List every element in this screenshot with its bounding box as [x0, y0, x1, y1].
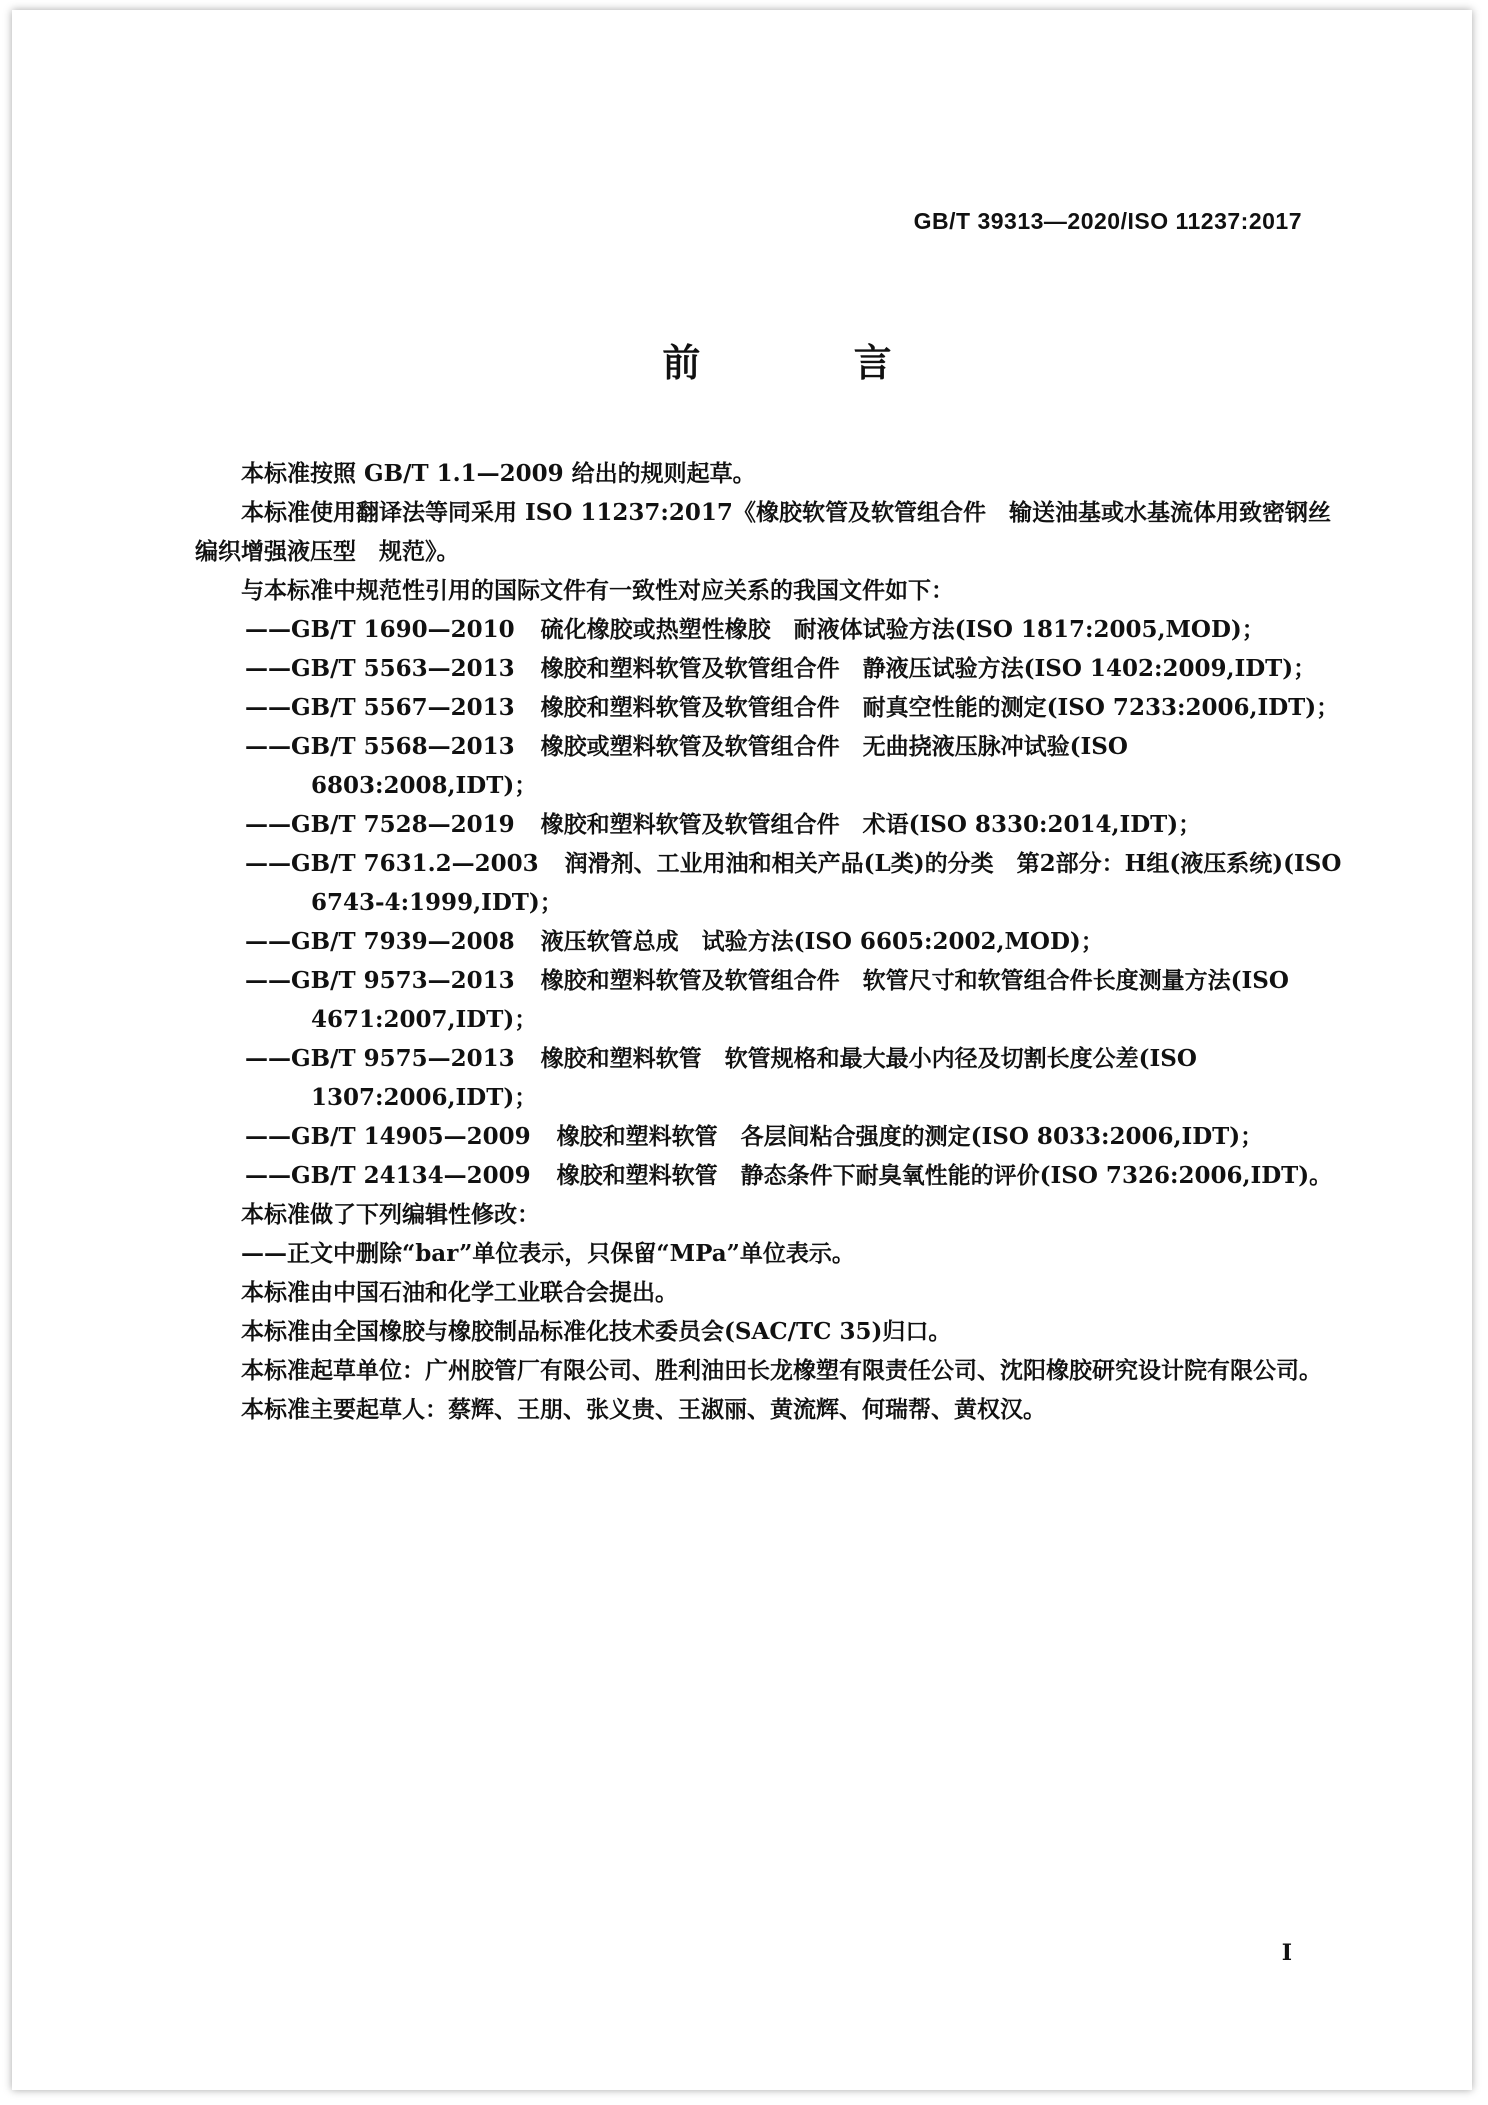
reference-title: 橡胶和塑料软管及软管组合件 静液压试验方法(ISO 1402:2009,IDT)； [540, 655, 1317, 682]
reference-code: ——GB/T 7631.2—2003 [245, 850, 539, 877]
paragraph-drafting-rules: 本标准按照 GB/T 1.1—2009 给出的规则起草。 [241, 460, 756, 487]
paragraph-managed-by: 本标准由全国橡胶与橡胶制品标准化技术委员会(SAC/TC 35)归口。 [241, 1318, 952, 1345]
reference-item [195, 961, 1345, 1039]
reference-code: ——GB/T 9575—2013 [245, 1045, 515, 1072]
paragraph-adoption: 本标准使用翻译法等同采用 ISO 11237:2017《橡胶软管及软管组合件 输送油基或水基流体用致密钢丝编织增强液压型 规范》。 [195, 499, 1331, 565]
reference-list [195, 610, 1345, 1195]
reference-title: 橡胶和塑料软管 各层间粘合强度的测定(ISO 8033:2006,IDT)； [556, 1123, 1264, 1150]
reference-code: ——GB/T 7528—2019 [245, 811, 515, 838]
reference-item [195, 1117, 1345, 1156]
reference-title: 橡胶或塑料软管及软管组合件 无曲挠液压脉冲试验(ISO 6803:2008,IDT)； [311, 733, 1128, 799]
page-title: 前 言 [662, 340, 962, 385]
reference-title: 橡胶和塑料软管 静态条件下耐臭氧性能的评价(ISO 7326:2006,IDT)。 [556, 1162, 1333, 1189]
reference-item [195, 805, 1345, 844]
reference-item [195, 688, 1345, 727]
reference-code: ——GB/T 7939—2008 [245, 928, 515, 955]
reference-code: ——GB/T 5568—2013 [245, 733, 515, 760]
reference-code: ——GB/T 1690—2010 [245, 616, 515, 643]
paragraph-references-intro: 与本标准中规范性引用的国际文件有一致性对应关系的我国文件如下： [241, 577, 954, 604]
paragraph-proposed-by: 本标准由中国石油和化学工业联合会提出。 [241, 1279, 678, 1306]
reference-code: ——GB/T 5567—2013 [245, 694, 515, 721]
paragraph-drafting-units: 本标准起草单位：广州胶管厂有限公司、胜利油田长龙橡塑有限责任公司、沈阳橡胶研究设计院有限公司。 [241, 1357, 1322, 1384]
document-page [12, 10, 1472, 2090]
reference-item [195, 727, 1345, 805]
reference-title: 润滑剂、工业用油和相关产品(L类)的分类 第2部分：H组(液压系统)(ISO 6743-4:1999,IDT)； [311, 850, 1342, 916]
reference-code: ——GB/T 9573—2013 [245, 967, 515, 994]
reference-title: 橡胶和塑料软管 软管规格和最大最小内径及切割长度公差(ISO 1307:2006,IDT)； [311, 1045, 1197, 1111]
foreword-body [195, 454, 1345, 1429]
reference-title: 橡胶和塑料软管及软管组合件 术语(ISO 8330:2014,IDT)； [540, 811, 1202, 838]
page-number: I [1281, 1940, 1292, 1966]
reference-title: 硫化橡胶或热塑性橡胶 耐液体试验方法(ISO 1817:2005,MOD)； [540, 616, 1265, 643]
reference-code: ——GB/T 14905—2009 [245, 1123, 531, 1150]
reference-title: 液压软管总成 试验方法(ISO 6605:2002,MOD)； [540, 928, 1104, 955]
paragraph-editorial-intro: 本标准做了下列编辑性修改： [241, 1201, 540, 1228]
reference-code: ——GB/T 5563—2013 [245, 655, 515, 682]
reference-title: 橡胶和塑料软管及软管组合件 耐真空性能的测定(ISO 7233:2006,IDT)； [540, 694, 1340, 721]
reference-code: ——GB/T 24134—2009 [245, 1162, 531, 1189]
reference-title: 橡胶和塑料软管及软管组合件 软管尺寸和软管组合件长度测量方法(ISO 4671:2007,IDT)； [311, 967, 1289, 1033]
reference-item [195, 1156, 1345, 1195]
reference-item [195, 922, 1345, 961]
reference-item [195, 610, 1345, 649]
standard-code: GB/T 39313—2020/ISO 11237:2017 [913, 208, 1302, 234]
editorial-item: ——正文中删除“bar”单位表示，只保留“MPa”单位表示。 [241, 1240, 855, 1267]
reference-item [195, 1039, 1345, 1117]
paragraph-drafters: 本标准主要起草人：蔡辉、王朋、张义贵、王淑丽、黄流辉、何瑞帮、黄权汉。 [241, 1396, 1046, 1423]
reference-item [195, 649, 1345, 688]
reference-item [195, 844, 1345, 922]
